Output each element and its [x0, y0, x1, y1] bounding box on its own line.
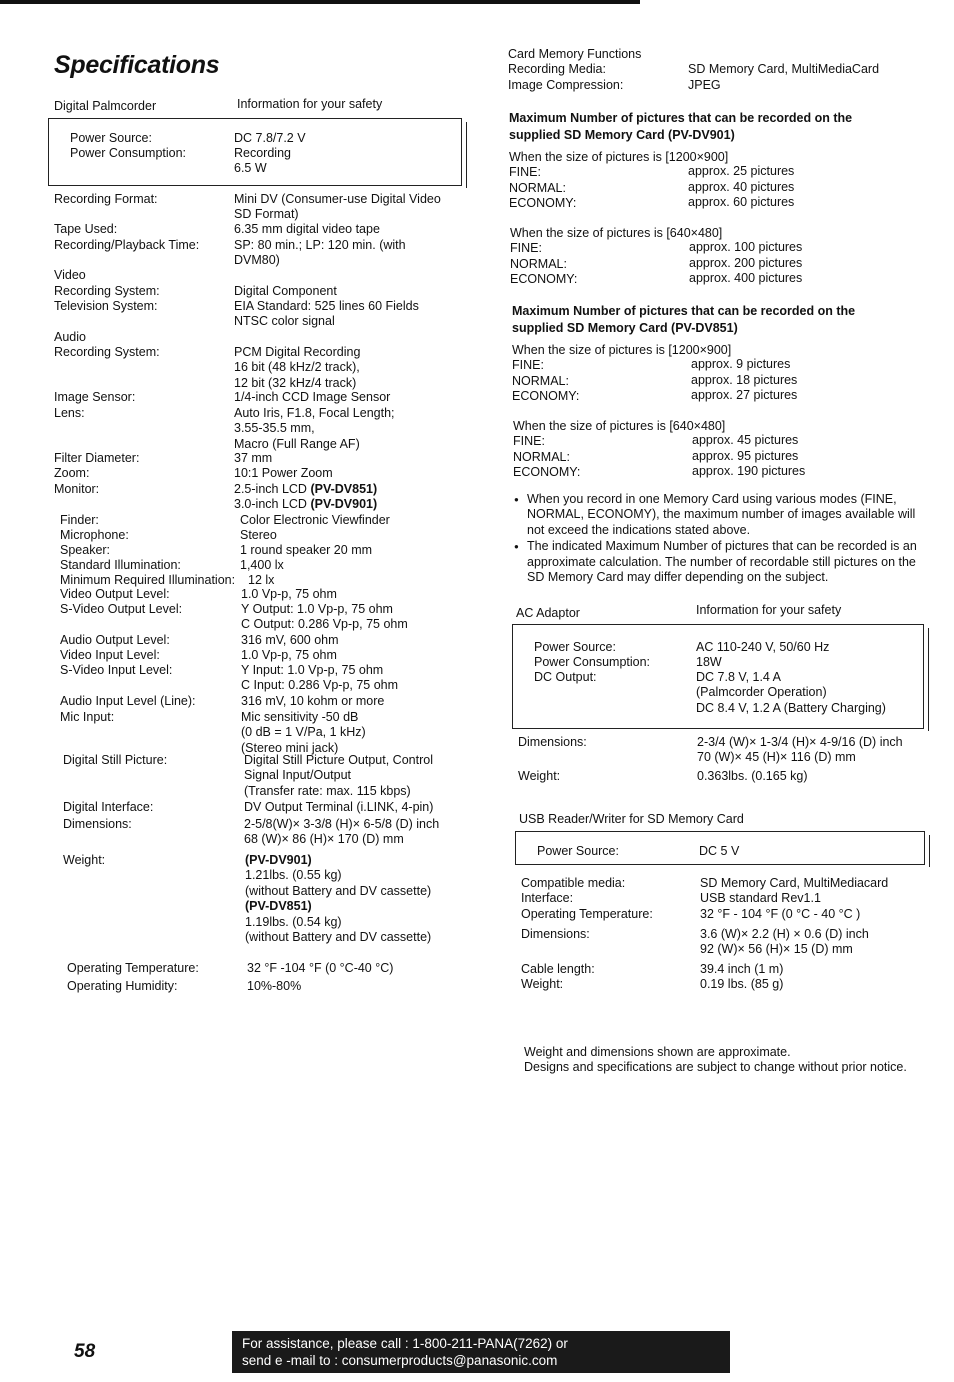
dv851-640-mode: NORMAL: — [513, 449, 570, 464]
palmcorder-spec-label: Monitor: — [54, 482, 100, 496]
assistance-line: send e -mail to : consumerproducts@panasonic.com — [242, 1353, 558, 1368]
usb-spec-label: Compatible media: — [521, 876, 626, 890]
assistance-banner — [232, 1331, 730, 1373]
palmcorder-power-value: DC 7.8/7.2 V — [234, 131, 306, 145]
palmcorder-spec-label: Television System: — [54, 299, 158, 313]
dv851-heading — [512, 303, 855, 337]
ac-power-label: Power Consumption: — [534, 655, 651, 669]
palmcorder-spec-value: (Transfer rate: max. 115 kbps) — [244, 783, 411, 798]
palmcorder-power-value: 6.5 W — [234, 161, 267, 176]
palmcorder-spec-value: (PV-DV851) — [245, 899, 312, 914]
dv851-640-caption: When the size of pictures is [640×480] — [513, 419, 726, 433]
ac-spec-label: Dimensions: — [518, 735, 587, 749]
palmcorder-spec-value: (PV-DV901) — [245, 853, 312, 867]
usb-spec-label: Interface: — [521, 891, 574, 905]
palmcorder-spec-value: Signal Input/Output — [244, 768, 352, 783]
dv851-640-mode: FINE: — [513, 434, 545, 449]
palmcorder-spec-value: 10%-80% — [247, 979, 302, 993]
palmcorder-spec-label: Audio Output Level: — [60, 633, 170, 647]
palmcorder-spec-value: 316 mV, 10 kohm or more — [241, 694, 385, 708]
palmcorder-spec-value: 37 mm — [234, 451, 273, 465]
usb-spec-label: Dimensions: — [521, 927, 590, 941]
palmcorder-spec-label: Audio Input Level (Line): — [60, 694, 196, 708]
palmcorder-spec-value: 12 bit (32 kHz/4 track) — [234, 375, 357, 390]
dv851-640-count: approx. 95 pictures — [692, 448, 799, 463]
palmcorder-spec-value: 1.0 Vp-p, 75 ohm — [241, 648, 337, 662]
dv851-heading-line: supplied SD Memory Card (PV-DV851) — [512, 321, 738, 335]
usb-spec-value: 32 °F - 104 °F (0 °C - 40 °C ) — [700, 907, 861, 921]
dv901-heading-line: supplied SD Memory Card (PV-DV901) — [509, 128, 735, 142]
safety-label: Information for your safety — [237, 97, 383, 111]
palmcorder-spec-label: Filter Diameter: — [54, 451, 140, 465]
palmcorder-spec-value: Mic sensitivity -50 dB — [241, 710, 359, 724]
card-memory-label: Image Compression: — [508, 77, 624, 92]
dv901-1200-caption: When the size of pictures is [1200×900] — [509, 150, 729, 164]
dv901-1200-count: approx. 60 pictures — [688, 195, 795, 210]
usb-power-label: Power Source: — [537, 844, 619, 858]
dv851-1200-count: approx. 18 pictures — [691, 372, 798, 387]
palmcorder-spec-value: 10:1 Power Zoom — [234, 466, 333, 480]
usb-spec-value: 0.19 lbs. (85 g) — [700, 977, 784, 991]
palmcorder-spec-model: (PV-DV901) — [310, 497, 378, 512]
palmcorder-spec-label: Digital Interface: — [63, 800, 154, 814]
palmcorder-spec-value: 1/4-inch CCD Image Sensor — [234, 390, 391, 404]
palmcorder-spec-value: 2.5-inch LCD (PV-DV851) — [234, 482, 378, 496]
ac-spec-value: 70 (W)× 45 (H)× 116 (D) mm — [697, 750, 856, 765]
dv901-640-mode: ECONOMY: — [510, 272, 578, 287]
palmcorder-spec-value: C Output: 0.286 Vp-p, 75 ohm — [241, 617, 408, 632]
palmcorder-spec-value: (without Battery and DV cassette) — [245, 930, 432, 945]
note-item: ● When you record in one Memory Card using various modes (FINE, NORMAL, ECONOMY), the maximum number of images available will not exceed the indications stated above. — [514, 492, 924, 538]
ac-power-value: 18W — [696, 655, 722, 669]
dv851-1200-mode: ECONOMY: — [512, 389, 580, 404]
palmcorder-spec-label: Finder: — [60, 513, 99, 527]
card-memory-label: Recording Media: — [508, 62, 606, 77]
digital-palmcorder-heading: Digital Palmcorder — [54, 99, 157, 113]
palmcorder-spec-value: (Stereo mini jack) — [241, 740, 339, 755]
palmcorder-spec-value: 1,400 lx — [240, 558, 284, 572]
dv901-640-mode: NORMAL: — [510, 256, 567, 271]
dv901-640-count: approx. 200 pictures — [689, 255, 803, 270]
dv901-640-count: approx. 100 pictures — [689, 240, 803, 255]
ac-power-value: DC 8.4 V, 1.2 A (Battery Charging) — [696, 700, 886, 715]
palmcorder-spec-label: Video Output Level: — [60, 587, 170, 601]
dv901-heading-line: Maximum Number of pictures that can be recorded on the — [509, 111, 853, 125]
notes-list — [514, 492, 924, 586]
palmcorder-spec-label: Standard Illumination: — [60, 558, 181, 572]
ac-adaptor-heading: AC Adaptor — [516, 606, 580, 620]
palmcorder-spec-value: Auto Iris, F1.8, Focal Length; — [234, 406, 395, 420]
palmcorder-spec-value: 12 lx — [248, 573, 275, 587]
dv901-640-caption: When the size of pictures is [640×480] — [510, 226, 723, 240]
palmcorder-spec-label: Recording/Playback Time: — [54, 238, 200, 252]
palmcorder-spec-value: 6.35 mm digital video tape — [234, 222, 380, 236]
dv901-640-mode: FINE: — [510, 241, 542, 256]
palmcorder-spec-label: Image Sensor: — [54, 390, 136, 404]
palmcorder-spec-value: 68 (W)× 86 (H)× 170 (D) mm — [244, 832, 404, 847]
palmcorder-spec-value: DVM80) — [234, 253, 280, 268]
ac-power-value: (Palmcorder Operation) — [696, 685, 827, 700]
palmcorder-power-value: Recording — [234, 146, 291, 160]
page-title: Specifications — [54, 51, 220, 79]
palmcorder-spec-label: Recording System: — [54, 284, 160, 298]
dv901-1200-mode: NORMAL: — [509, 180, 566, 195]
dv851-640-mode: ECONOMY: — [513, 465, 581, 480]
palmcorder-spec-value: (0 dB = 1 V/Pa, 1 kHz) — [241, 725, 366, 740]
palmcorder-spec-label: Mic Input: — [60, 710, 115, 724]
dv901-heading — [509, 110, 852, 144]
usb-spec-label: Weight: — [521, 977, 564, 991]
palmcorder-spec-label: Microphone: — [60, 528, 129, 542]
note-item: ● The indicated Maximum Number of pictures that can be recorded is an approximate calculation. The number of recordable still pictures on the SD Memory Card may differ depending on the subject. — [514, 539, 924, 585]
palmcorder-spec-label: Dimensions: — [63, 817, 132, 831]
palmcorder-spec-value: C Input: 0.286 Vp-p, 75 ohm — [241, 678, 399, 693]
usb-heading: USB Reader/Writer for SD Memory Card — [519, 812, 744, 826]
palmcorder-spec-label: Weight: — [63, 853, 106, 867]
palmcorder-spec-value: Y Input: 1.0 Vp-p, 75 ohm — [241, 663, 384, 677]
palmcorder-spec-label: S-Video Input Level: — [60, 663, 173, 677]
palmcorder-spec-value: 1 round speaker 20 mm — [240, 543, 373, 557]
palmcorder-spec-label: Video Input Level: — [60, 648, 160, 662]
palmcorder-spec-value: 316 mV, 600 ohm — [241, 633, 339, 647]
page-number: 58 — [74, 1341, 96, 1362]
dv901-1200-count: approx. 40 pictures — [688, 179, 795, 194]
palmcorder-spec-label: S-Video Output Level: — [60, 602, 183, 616]
palmcorder-spec-label: Recording System: — [54, 345, 160, 359]
dv851-heading-line: Maximum Number of pictures that can be recorded on the — [512, 304, 856, 318]
palmcorder-spec-label: Video — [54, 268, 86, 282]
dv851-1200-mode: NORMAL: — [512, 373, 569, 388]
palmcorder-power-label: Power Consumption: — [70, 146, 187, 160]
palmcorder-spec-model: (PV-DV851) — [310, 482, 378, 496]
palmcorder-spec-value: 32 °F -104 °F (0 °C-40 °C) — [247, 961, 394, 975]
palmcorder-spec-value: SD Format) — [234, 207, 299, 222]
palmcorder-power-label: Power Source: — [70, 131, 152, 145]
palmcorder-spec-label: Lens: — [54, 406, 85, 420]
ac-spec-value: 2-3/4 (W)× 1-3/4 (H)× 4-9/16 (D) inch — [697, 735, 903, 749]
usb-spec-value: 39.4 inch (1 m) — [700, 962, 784, 976]
palmcorder-spec-value: Color Electronic Viewfinder — [240, 513, 390, 527]
usb-power-value: DC 5 V — [699, 844, 740, 858]
usb-spec-value: 3.6 (W)× 2.2 (H) × 0.6 (D) inch — [700, 927, 869, 941]
palmcorder-spec-value: Stereo — [240, 528, 277, 542]
top-rule — [0, 0, 640, 4]
ac-power-label: DC Output: — [534, 670, 597, 684]
card-memory-value: SD Memory Card, MultiMediaCard — [688, 62, 880, 77]
palmcorder-spec-value: NTSC color signal — [234, 314, 335, 329]
palmcorder-spec-value: 2-5/8(W)× 3-3/8 (H)× 6-5/8 (D) inch — [244, 817, 440, 831]
ac-power-label: Power Source: — [534, 640, 616, 654]
palmcorder-spec-label: Recording Format: — [54, 192, 158, 206]
ac-power-value: AC 110-240 V, 50/60 Hz — [696, 640, 830, 654]
usb-spec-value: USB standard Rev1.1 — [700, 891, 821, 905]
dv901-1200-mode: FINE: — [509, 165, 541, 180]
ac-power-value: DC 7.8 V, 1.4 A — [696, 670, 782, 684]
usb-spec-value: 92 (W)× 56 (H)× 15 (D) mm — [700, 942, 853, 957]
palmcorder-spec-label: Zoom: — [54, 466, 90, 480]
palmcorder-spec-label: Digital Still Picture: — [63, 753, 168, 767]
palmcorder-spec-value: EIA Standard: 525 lines 60 Fields — [234, 299, 419, 313]
dv851-1200-count: approx. 9 pictures — [691, 357, 791, 372]
card-memory-label: Card Memory Functions — [508, 47, 642, 61]
palmcorder-spec-value: 1.19lbs. (0.54 kg) — [245, 914, 342, 929]
palmcorder-spec-value: 1.21lbs. (0.55 kg) — [245, 868, 342, 883]
dv901-1200-mode: ECONOMY: — [509, 196, 577, 211]
palmcorder-spec-value: 3.55-35.5 mm, — [234, 421, 315, 436]
assistance-line: For assistance, please call : 1-800-211-PANA(7262) or — [242, 1336, 568, 1351]
dv851-640-count: approx. 190 pictures — [692, 464, 806, 479]
usb-spec-label: Operating Temperature: — [521, 907, 653, 921]
dv851-1200-count: approx. 27 pictures — [691, 388, 798, 403]
palmcorder-spec-value: Macro (Full Range AF) — [234, 436, 360, 451]
dv851-1200-caption: When the size of pictures is [1200×900] — [512, 343, 732, 357]
ac-spec-label: Weight: — [518, 769, 561, 783]
palmcorder-spec-value: SP: 80 min.; LP: 120 min. (with — [234, 238, 406, 252]
ac-safety-label: Information for your safety — [696, 603, 842, 617]
palmcorder-spec-label: Operating Temperature: — [67, 961, 199, 975]
palmcorder-spec-value: 1.0 Vp-p, 75 ohm — [241, 587, 337, 601]
palmcorder-spec-value: 3.0-inch LCD (PV-DV901) — [234, 497, 378, 512]
dv851-640-count: approx. 45 pictures — [692, 433, 799, 448]
dv901-640-count: approx. 400 pictures — [689, 271, 803, 286]
ac-spec-value: 0.363lbs. (0.165 kg) — [697, 769, 808, 783]
palmcorder-spec-value: Digital Still Picture Output, Control — [244, 753, 433, 767]
palmcorder-spec-label: Operating Humidity: — [67, 979, 178, 993]
dv851-1200-mode: FINE: — [512, 358, 544, 373]
palmcorder-spec-label: Audio — [54, 330, 86, 344]
palmcorder-spec-value: PCM Digital Recording — [234, 345, 361, 359]
palmcorder-spec-value: Y Output: 1.0 Vp-p, 75 ohm — [241, 602, 393, 616]
usb-spec-label: Cable length: — [521, 962, 595, 976]
palmcorder-spec-value: DV Output Terminal (i.LINK, 4-pin) — [244, 800, 434, 814]
palmcorder-spec-value: Digital Component — [234, 284, 337, 298]
footer-note: Designs and specifications are subject to change without prior notice. — [524, 1060, 907, 1074]
palmcorder-spec-label: Minimum Required Illumination: — [60, 573, 236, 587]
palmcorder-spec-value: Mini DV (Consumer-use Digital Video — [234, 192, 441, 206]
palmcorder-spec-value: (without Battery and DV cassette) — [245, 883, 432, 898]
palmcorder-spec-value: 16 bit (48 kHz/2 track), — [234, 360, 360, 375]
card-memory-value: JPEG — [688, 77, 721, 92]
usb-spec-value: SD Memory Card, MultiMediacard — [700, 876, 889, 890]
dv901-1200-count: approx. 25 pictures — [688, 164, 795, 179]
palmcorder-spec-label: Speaker: — [60, 543, 111, 557]
footer-note: Weight and dimensions shown are approximate. — [524, 1045, 791, 1059]
palmcorder-spec-label: Tape Used: — [54, 222, 118, 236]
